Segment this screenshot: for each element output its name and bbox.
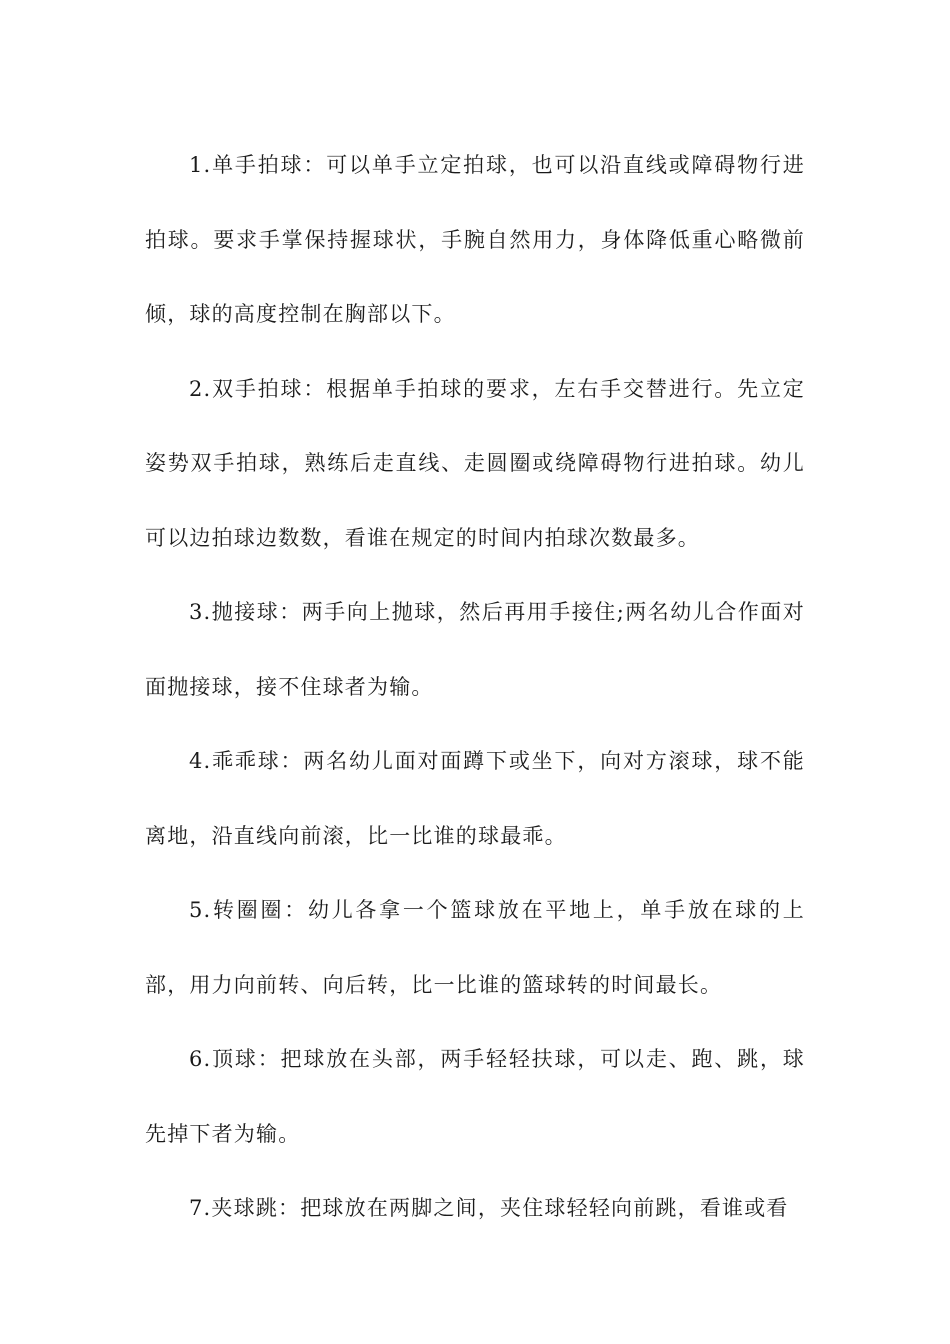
paragraph-single-hand-dribble: 1.单手拍球：可以单手立定拍球，也可以沿直线或障碍物行进拍球。要求手掌保持握球状，手腕自然用力，身体降低重心略微前倾，球的高度控制在胸部以下。 [145,153,805,326]
paragraph-double-hand-dribble: 2.双手拍球：根据单手拍球的要求，左右手交替进行。先立定姿势双手拍球，熟练后走直线、走圆圈或绕障碍物行进拍球。幼儿可以边拍球边数数，看谁在规定的时间内拍球次数最多。 [145,376,805,550]
paragraph-head-ball: 6.顶球：把球放在头部，两手轻轻扶球，可以走、跑、跳，球先掉下者为输。 [145,1047,805,1146]
paragraph-throw-catch: 3.抛接球：两手向上抛球，然后再用手接住;两名幼儿合作面对面抛接球，接不住球者为输。 [145,600,805,699]
paragraph-obedient-ball: 4.乖乖球：两名幼儿面对面蹲下或坐下，向对方滚球，球不能离地，沿直线向前滚，比一比谁的球最乖。 [145,749,805,848]
document-body [145,128,805,1246]
paragraph-spin-ball: 5.转圈圈：幼儿各拿一个篮球放在平地上，单手放在球的上部，用力向前转、向后转，比一比谁的篮球转的时间最长。 [145,898,805,997]
paragraph-clamp-jump: 7.夹球跳：把球放在两脚之间，夹住球轻轻向前跳，看谁或看 [189,1196,789,1220]
